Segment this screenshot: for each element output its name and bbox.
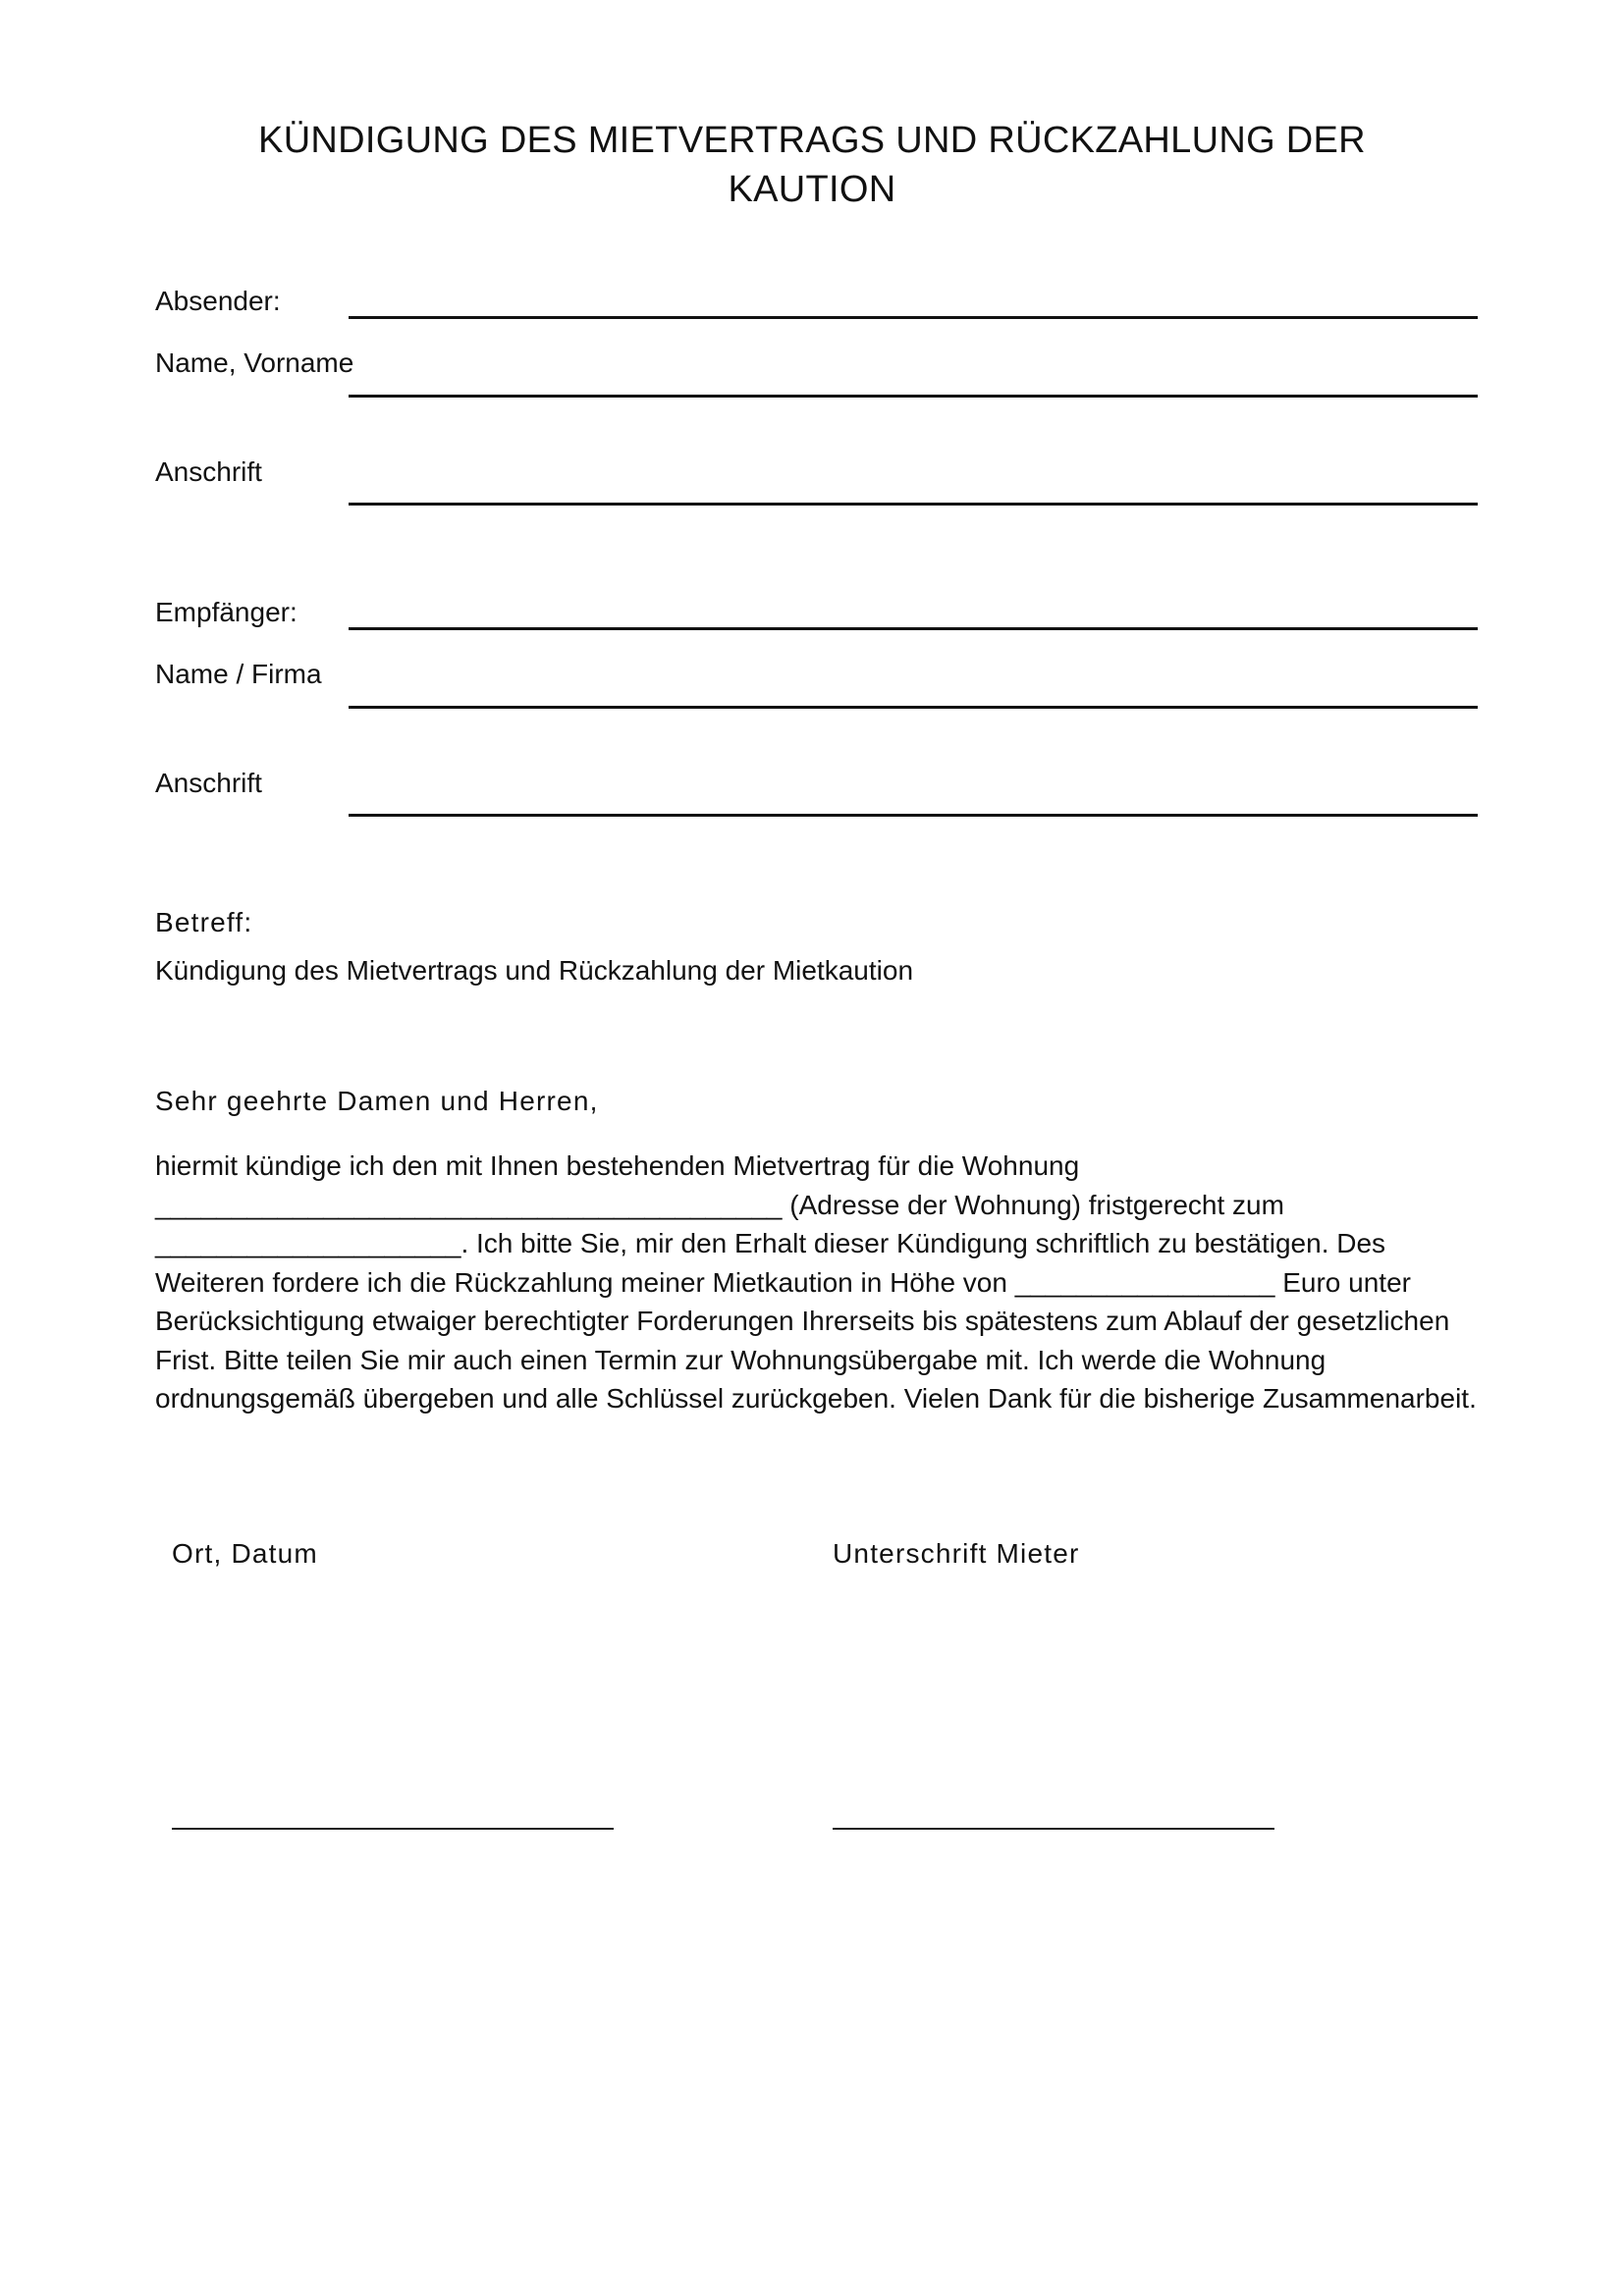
- recipient-address-line[interactable]: [349, 814, 1478, 817]
- letter-body: [155, 1147, 1490, 1418]
- sender-heading-line[interactable]: [349, 316, 1478, 319]
- subject-label: Betreff:: [155, 907, 253, 937]
- body-line: _________________________________________ (Adresse der Wohnung) fristgerecht zum: [155, 1189, 1284, 1220]
- tenant-signature-label: Unterschrift Mieter: [833, 1538, 1080, 1569]
- body-line: ____________________. Ich bitte Sie, mir den Erhalt dieser Kündigung schriftlich zu bestätigen. Des: [155, 1228, 1386, 1258]
- recipient-name-line[interactable]: [349, 706, 1478, 709]
- body-line: Berücksichtigung etwaiger berechtigter Forderungen Ihrerseits bis spätestens zum Ablauf der gesetzlichen: [155, 1306, 1450, 1336]
- recipient-address-label: Anschrift: [155, 768, 262, 798]
- tenant-signature-line[interactable]: [833, 1828, 1274, 1830]
- body-line: Weiteren fordere ich die Rückzahlung meiner Mietkaution in Höhe von _________________ Euro unter: [155, 1266, 1411, 1298]
- title-line-1: KÜNDIGUNG DES MIETVERTRAGS UND RÜCKZAHLUNG DER: [258, 120, 1366, 161]
- sender-name-line[interactable]: [349, 395, 1478, 398]
- recipient-heading: Empfänger:: [155, 597, 298, 627]
- place-date-label: Ort, Datum: [172, 1538, 318, 1569]
- place-date-line[interactable]: [172, 1828, 614, 1830]
- sender-address-label: Anschrift: [155, 456, 262, 487]
- document-title: [0, 116, 1624, 214]
- sender-address-line[interactable]: [349, 503, 1478, 506]
- body-line: Frist. Bitte teilen Sie mir auch einen Termin zur Wohnungsübergabe mit. Ich werde die Wohnung: [155, 1344, 1326, 1375]
- salutation: Sehr geehrte Damen und Herren,: [155, 1086, 599, 1116]
- body-line: ordnungsgemäß übergeben und alle Schlüssel zurückgeben. Vielen Dank für die bisherige Zusammenarbeit.: [155, 1383, 1477, 1414]
- title-line-2: KAUTION: [728, 169, 896, 210]
- recipient-heading-line[interactable]: [349, 627, 1478, 630]
- recipient-name-label: Name / Firma: [155, 659, 322, 689]
- sender-name-label: Name, Vorname: [155, 347, 354, 378]
- body-line: hiermit kündige ich den mit Ihnen bestehenden Mietvertrag für die Wohnung: [155, 1150, 1080, 1181]
- sender-heading: Absender:: [155, 286, 281, 316]
- subject-text: Kündigung des Mietvertrags und Rückzahlung der Mietkaution: [155, 955, 914, 986]
